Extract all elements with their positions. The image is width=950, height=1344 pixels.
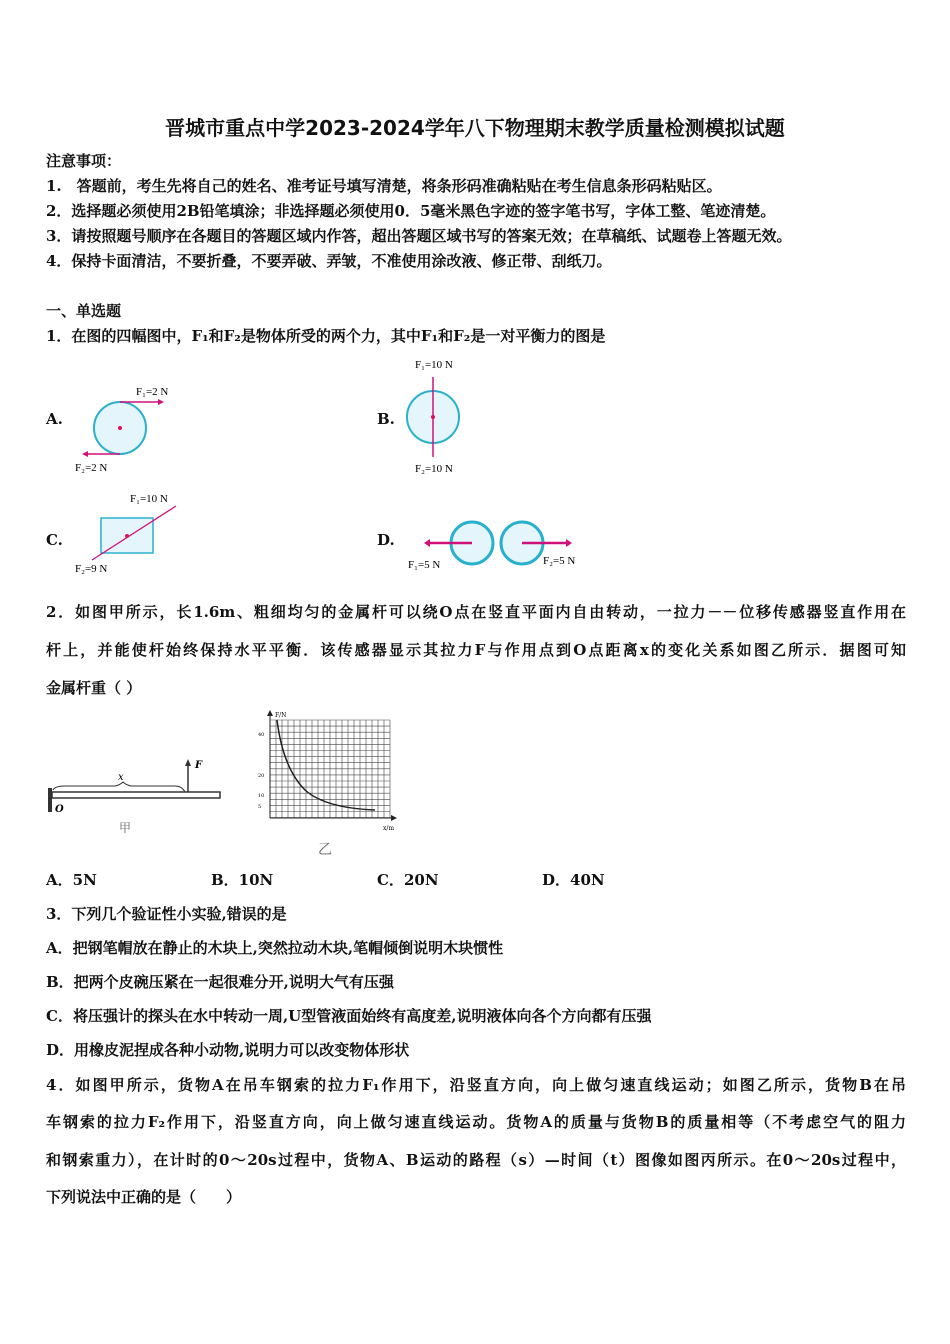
q1-stem: 1．在图的四幅图中，F₁和F₂是物体所受的两个力，其中F₁和F₂是一对平衡力的图是 (46, 327, 606, 345)
label-f1: F₁=5 N (408, 559, 441, 571)
q3-option-b: B．把两个皮碗压紧在一起很难分开,说明大气有压强 (46, 973, 394, 991)
label-f1: F₁=2 N (136, 386, 169, 398)
caption-jia: 甲 (119, 821, 132, 835)
notice-item: 1. 答题前，考生先将自己的姓名、准考证号填写清楚，将条形码准确粘贴在考生信息条形码粘贴区。 (46, 177, 722, 195)
q2-figure-yi (255, 708, 400, 858)
q1-option-c-label: C. (46, 531, 63, 549)
label-f2: F₂=10 N (415, 463, 453, 475)
label-f2: F₂=2 N (75, 462, 108, 474)
q1-figure-b (400, 355, 490, 480)
q1-figure-d (400, 510, 600, 575)
label-f1: F₁=10 N (415, 359, 453, 371)
y-axis-label: F/N (275, 712, 287, 719)
y-tick: 10 (258, 793, 265, 799)
q2-option-c: C．20N (377, 871, 439, 889)
q2-line: 杆上，并能使杆始终保持水平平衡．该传感器显示其拉力F与作用点到O点距离x的变化关系如图乙所示．据图可知 (46, 641, 906, 659)
label-f1: F₁=10 N (130, 493, 168, 505)
q4-line: 车钢索的拉力F₂作用下，沿竖直方向，向上做匀速直线运动。货物A的质量与货物B的质量相等（不考虑空气的阻力 (46, 1113, 906, 1131)
label-f2: F₂=5 N (543, 555, 576, 567)
x-axis-label: x/m (383, 825, 395, 832)
q1-option-b-label: B. (377, 410, 395, 428)
label-f2: F₂=9 N (75, 563, 108, 575)
y-tick: 5 (258, 804, 262, 810)
label-f: F (195, 760, 203, 771)
notice-item: 2．选择题必须使用2B铅笔填涂；非选择题必须使用0．5毫米黑色字迹的签字笔书写，字体工整、笔迹清楚。 (46, 202, 776, 220)
q2-option-b: B．10N (211, 871, 274, 889)
q2-line: 金属杆重（ ） (46, 679, 142, 697)
notice-item: 4．保持卡面清洁，不要折叠，不要弄破、弄皱，不准使用涂改液、修正带、刮纸刀。 (46, 252, 612, 270)
label-o: O (55, 804, 64, 815)
caption-yi: 乙 (318, 842, 332, 858)
section-heading: 一、单选题 (46, 302, 122, 320)
q3-stem: 3．下列几个验证性小实验,错误的是 (46, 905, 287, 923)
q2-figure-jia (45, 750, 225, 840)
notice-heading: 注意事项： (46, 152, 122, 170)
notice-item: 3．请按照题号顺序在各题目的答题区域内作答，超出答题区域书写的答案无效；在草稿纸、试题卷上答题无效。 (46, 227, 792, 245)
q1-option-a-label: A. (46, 410, 63, 428)
q3-option-c: C．将压强计的探头在水中转动一周,U型管液面始终有高度差,说明液体向各个方向都有压强 (46, 1007, 652, 1025)
q4-line: 和钢索重力），在计时的0～20s过程中，货物A、B运动的路程（s）—时间（t）图像如图丙所示。在0～20s过程中， (46, 1151, 906, 1169)
y-tick: 20 (258, 773, 265, 779)
q1-figure-a (70, 375, 190, 475)
q1-option-d-label: D. (377, 531, 395, 549)
q4-line: 下列说法中正确的是（ ） (46, 1188, 242, 1206)
q4-line: 4．如图甲所示，货物A在吊车钢索的拉力F₁作用下，沿竖直方向，向上做匀速直线运动；如图乙所示，货物B在吊 (46, 1076, 906, 1094)
q3-option-a: A．把钢笔帽放在静止的木块上,突然拉动木块,笔帽倾倒说明木块惯性 (46, 939, 504, 957)
q2-option-d: D．40N (542, 871, 605, 889)
q2-option-a: A．5N (46, 871, 97, 889)
q3-option-d: D．用橡皮泥捏成各种小动物,说明力可以改变物体形状 (46, 1041, 410, 1059)
page-title: 晋城市重点中学2023-2024学年八下物理期末教学质量检测模拟试题 (165, 116, 785, 140)
label-x: x (118, 772, 124, 783)
y-tick: 40 (258, 732, 265, 738)
q1-figure-c (70, 488, 190, 578)
q2-line: 2．如图甲所示，长1.6m、粗细均匀的金属杆可以绕O点在竖直平面内自由转动，一拉力－－位移传感器竖直作用在 (46, 603, 906, 621)
